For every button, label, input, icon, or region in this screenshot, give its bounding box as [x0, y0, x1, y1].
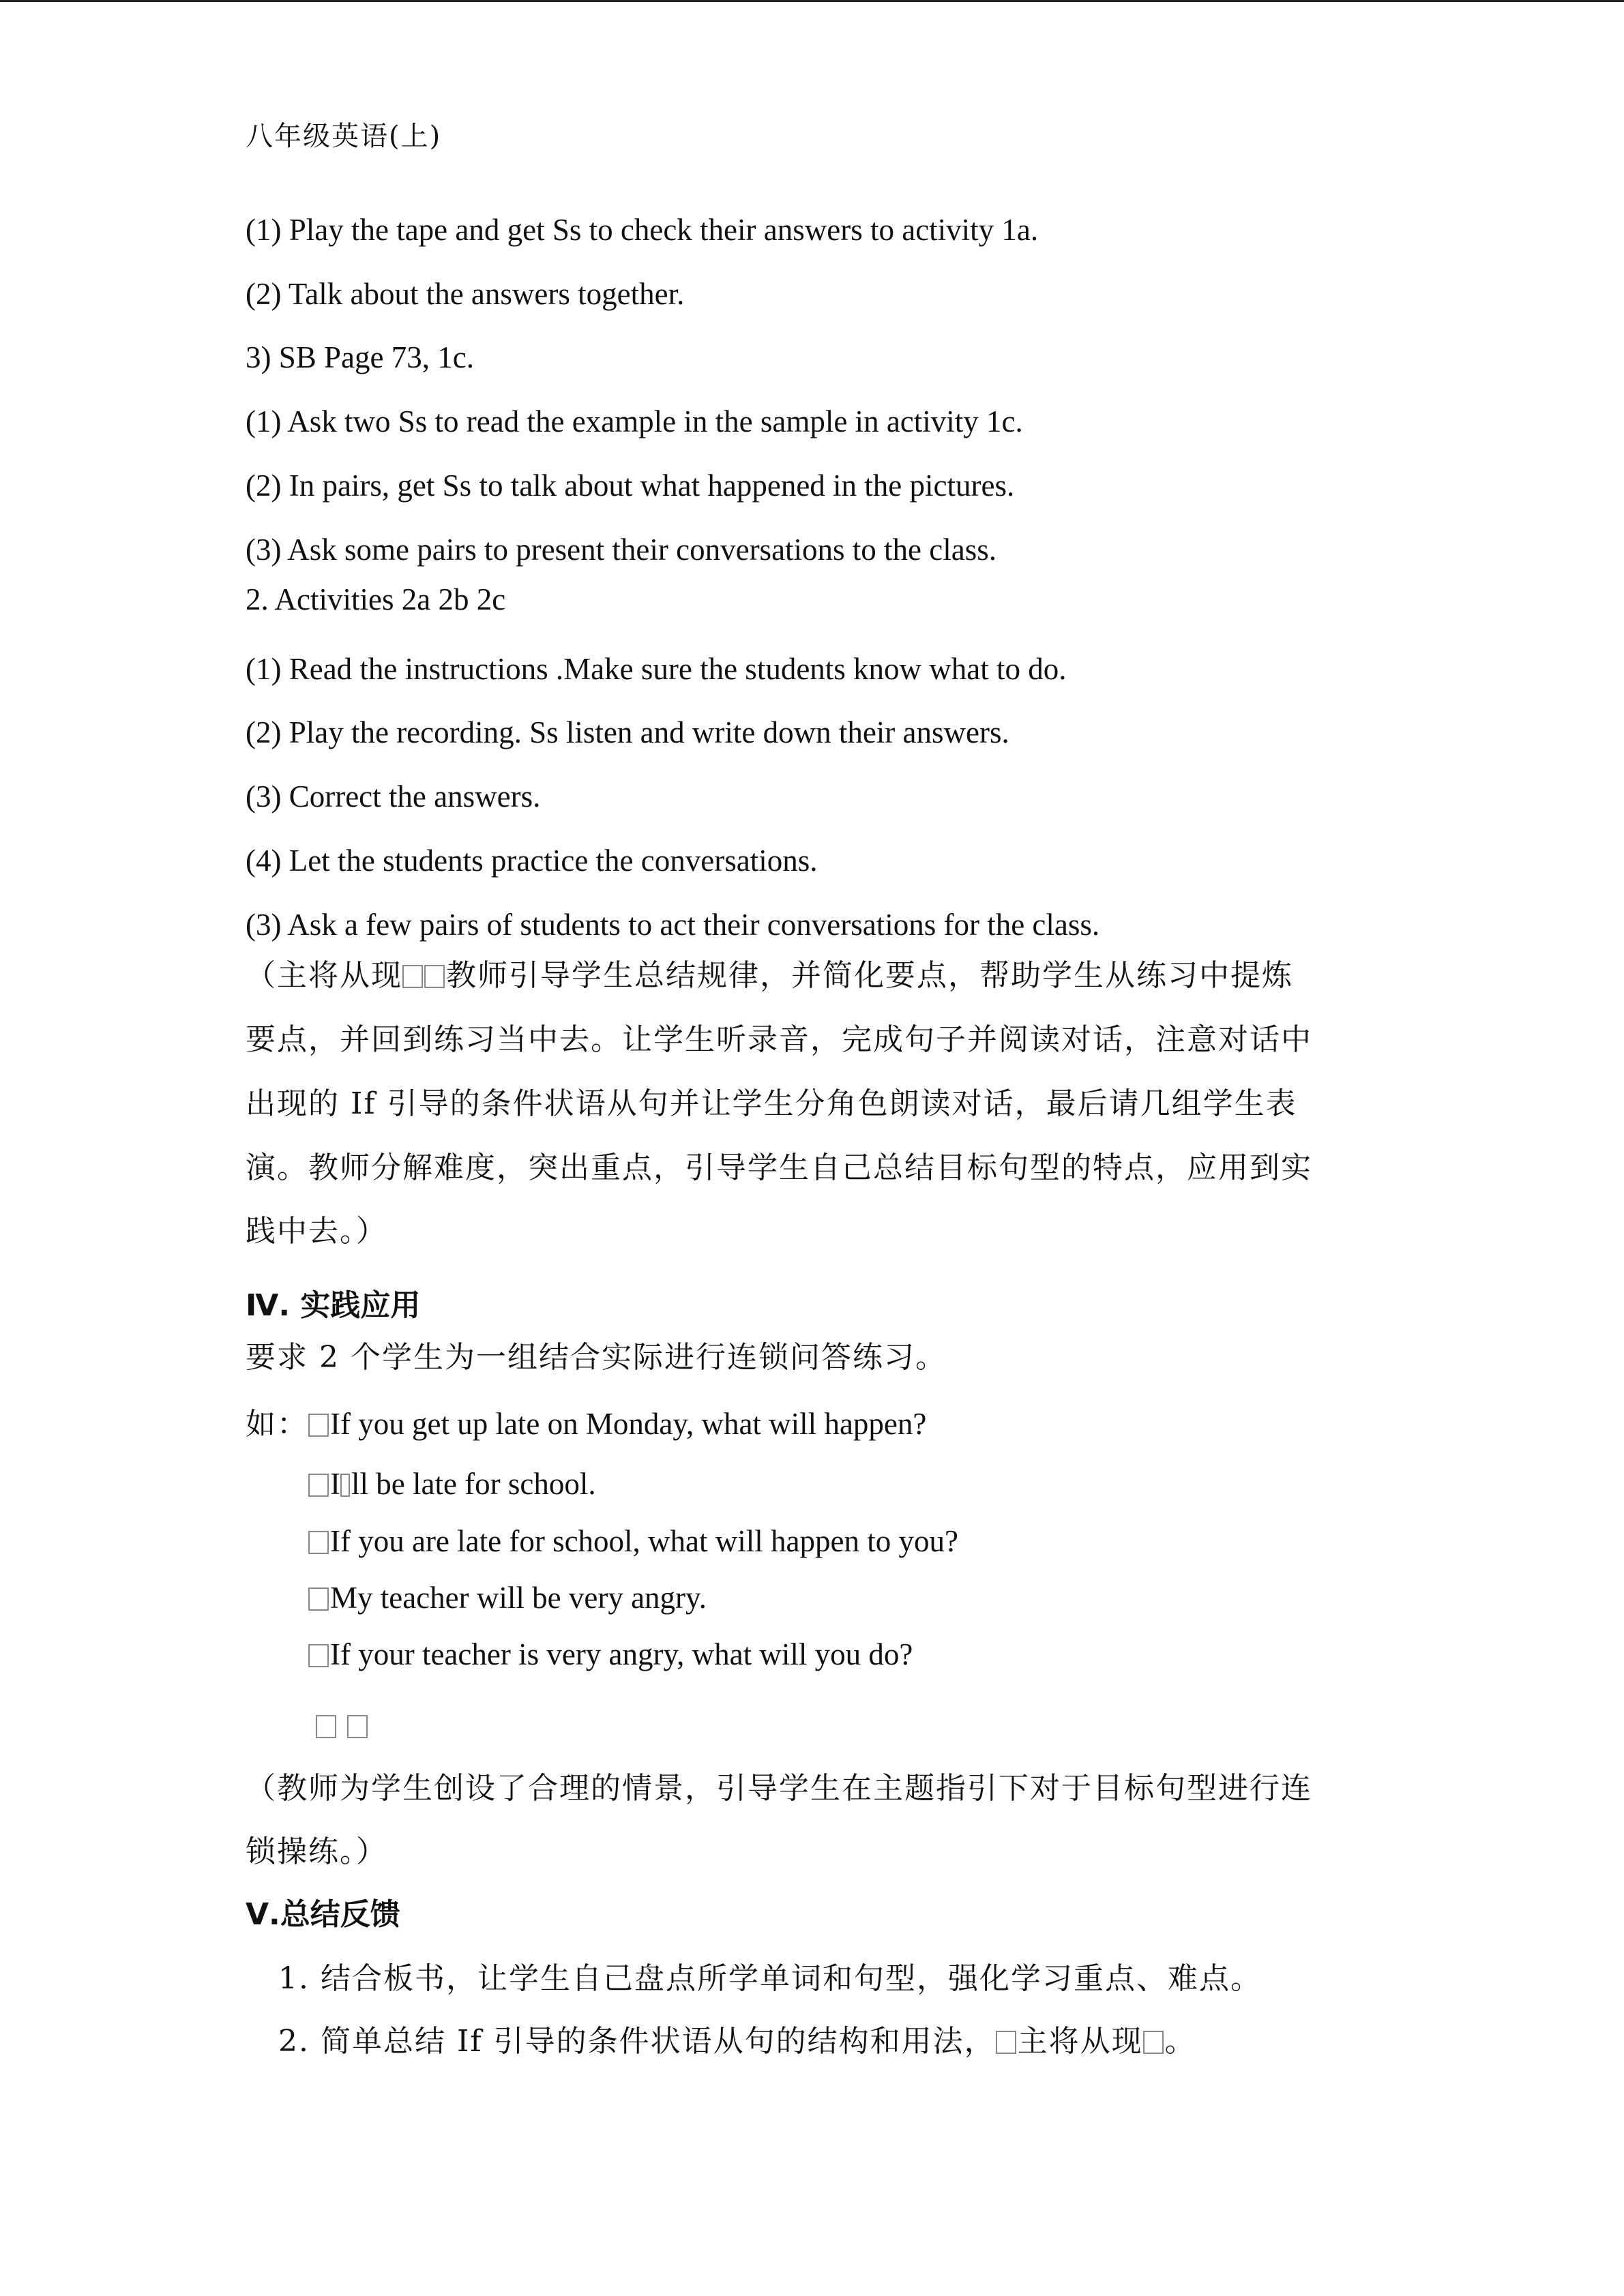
step-line: (4) Let the students practice the conversations. [246, 844, 818, 878]
missing-glyph-box [347, 1715, 368, 1738]
missing-glyph-box [308, 1414, 329, 1437]
missing-glyph-box [1143, 2031, 1164, 2054]
section-heading-summary: Ⅴ.总结反馈 [246, 1897, 400, 1932]
summary-item [278, 2021, 1196, 2062]
step-line: (3) Ask a few pairs of students to act their conversations for the class. [246, 908, 1100, 942]
step-line: (2) Talk about the answers together. [246, 277, 685, 311]
step-line: (3) Correct the answers. [246, 779, 541, 814]
summary-item: 1. 结合板书，让学生自己盘点所学单词和句型，强化学习重点、难点。 [278, 1961, 1262, 1996]
missing-glyph-box [316, 1715, 336, 1738]
teaching-note-line: 要点，并回到练习当中去。让学生听录音，完成句子并阅读对话，注意对话中 [246, 1022, 1312, 1057]
teaching-note-line: 锁操练。） [246, 1834, 387, 1869]
missing-glyph-box [424, 965, 445, 988]
note-text: 教师引导学生总结规律，并简化要点，帮助学生从练习中提炼 [446, 958, 1293, 993]
teaching-note-line [246, 955, 1293, 996]
example-label: 如： [246, 1407, 308, 1442]
dialogue-line [308, 1634, 913, 1675]
dialogue-line [308, 1463, 596, 1504]
section-heading-practice: Ⅳ. 实践应用 [246, 1288, 421, 1323]
note-text: （主将从现 [246, 958, 402, 993]
dialogue-text: If you are late for school, what will happen to you? [330, 1524, 958, 1558]
page-header-title: 八年级英语(上) [246, 121, 442, 152]
dialogue-text: If your teacher is very angry, what will you do? [330, 1637, 913, 1671]
dialogue-text: If you get up late on Monday, what will happen? [330, 1407, 927, 1441]
dialogue-ellipsis-line [316, 1705, 369, 1746]
missing-glyph-box [308, 1531, 329, 1554]
step-line: 3) SB Page 73, 1c. [246, 340, 474, 374]
dialogue-line [246, 1403, 926, 1445]
step-line: (1) Read the instructions .Make sure the students know what to do. [246, 652, 1067, 686]
step-line: (3) Ask some pairs to present their conversations to the class. [246, 533, 997, 567]
teaching-note-line: 演。教师分解难度，突出重点，引导学生自己总结目标句型的特点，应用到实 [246, 1150, 1312, 1185]
step-line: (1) Ask two Ss to read the example in the sample in activity 1c. [246, 404, 1023, 438]
activity-heading: 2. Activities 2a 2b 2c [246, 582, 506, 616]
dialogue-text: My teacher will be very angry. [330, 1581, 707, 1615]
step-line: (1) Play the tape and get Ss to check their answers to activity 1a. [246, 213, 1039, 247]
step-line: (2) Play the recording. Ss listen and write down their answers. [246, 715, 1009, 749]
step-line: (2) In pairs, get Ss to talk about what happened in the pictures. [246, 468, 1015, 503]
teaching-note-line: 出现的 If 引导的条件状语从句并让学生分角色朗读对话，最后请几组学生表 [246, 1086, 1297, 1121]
summary-text: 。 [1164, 2024, 1196, 2059]
missing-glyph-box [340, 1474, 350, 1497]
summary-text: 主将从现 [1017, 2024, 1143, 2059]
summary-text: 2. 简单总结 If 引导的条件状语从句的结构和用法， [278, 2024, 996, 2059]
practice-instruction: 要求 2 个学生为一组结合实际进行连锁问答练习。 [246, 1340, 947, 1375]
dialogue-text: I [330, 1467, 340, 1501]
dialogue-text: ll be late for school. [351, 1467, 596, 1501]
dialogue-line [308, 1577, 707, 1618]
dialogue-line [308, 1521, 958, 1562]
teaching-note-line: （教师为学生创设了合理的情景，引导学生在主题指引下对于目标句型进行连 [246, 1771, 1312, 1806]
missing-glyph-box [308, 1644, 329, 1667]
missing-glyph-box [996, 2031, 1016, 2054]
missing-glyph-box [308, 1474, 329, 1497]
missing-glyph-box [402, 965, 423, 988]
top-border-line [0, 0, 1624, 2]
teaching-note-line: 践中去。） [246, 1214, 387, 1249]
missing-glyph-box [308, 1587, 329, 1611]
